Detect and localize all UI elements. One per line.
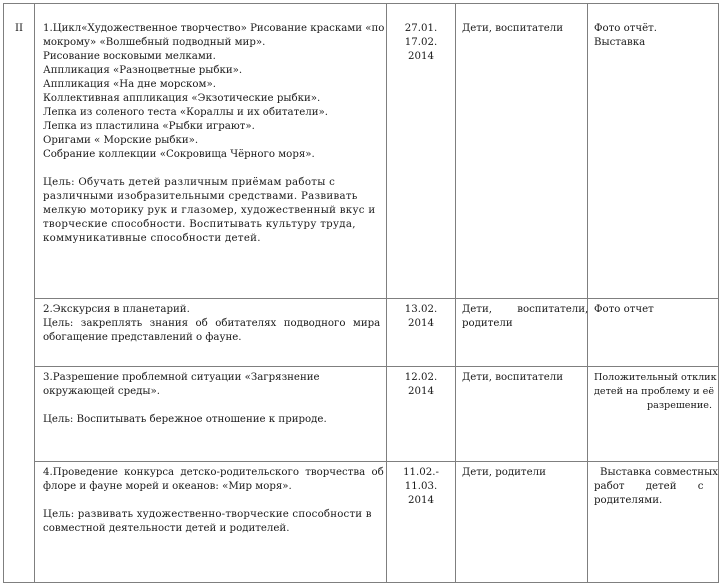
result-line: Выставка xyxy=(594,37,646,48)
result-line: Выставка совместных xyxy=(600,467,718,478)
participants-text: Дети, воспитатели xyxy=(462,372,564,383)
goal-line: Цель: развивать художественно-творческие способности в xyxy=(43,509,372,520)
description-line: Цель: закреплять знания об обитателях подводного мира xyxy=(43,318,381,329)
description-line: обогащение представлений о фауне. xyxy=(43,332,242,343)
activity-description-cell xyxy=(35,462,387,583)
result-cell xyxy=(588,299,719,367)
participants-cell xyxy=(456,299,588,367)
result-line: Фото отчет xyxy=(594,304,654,315)
participants-cell xyxy=(456,462,588,583)
description-line: Лепка из пластилина «Рыбки играют». xyxy=(43,121,255,132)
activity-description-cell xyxy=(35,299,387,367)
date-line: 2014 xyxy=(408,386,434,397)
goal-text xyxy=(43,176,380,246)
date-line: 11.03. xyxy=(404,481,438,492)
date-line: 13.02. xyxy=(404,304,438,315)
activity-description-cell xyxy=(35,367,387,462)
description-line: 4.Проведение конкурса детско-родительского творчества об xyxy=(43,467,384,478)
result-cell xyxy=(588,4,719,299)
description-line: флоре и фауне морей и океанов: «Мир моря». xyxy=(43,481,292,492)
date-cell xyxy=(387,4,456,299)
date-line: 27.01. xyxy=(404,23,438,34)
participants-line: родители xyxy=(462,318,513,329)
goal-line: различными изобразительными средствами. Развивать xyxy=(43,191,358,202)
table-row xyxy=(4,462,719,583)
result-line: детей на проблему и её xyxy=(594,386,714,397)
result-line: родителями. xyxy=(594,495,663,506)
description-line: 1.Цикл«Художественное творчество» Рисование красками «по xyxy=(43,23,385,34)
result-line: Фото отчёт. xyxy=(594,23,658,34)
section-number-cell xyxy=(4,4,35,583)
table-row xyxy=(4,4,719,299)
description-line: мокрому» «Волшебный подводный мир». xyxy=(43,37,266,48)
participants-text: Дети, родители xyxy=(462,467,546,478)
date-line: 2014 xyxy=(408,318,434,329)
result-cell xyxy=(588,462,719,583)
date-cell xyxy=(387,299,456,367)
description-line: Аппликация «На дне морском». xyxy=(43,79,216,90)
goal-line: мелкую моторику рук и глазомер, художественный вкус и xyxy=(43,205,376,216)
goal-line: Цель: Обучать детей различным приёмам работы с xyxy=(43,177,336,188)
result-line: разрешение. xyxy=(646,400,712,411)
description-line: 3.Разрешение проблемной ситуации «Загрязнение xyxy=(43,372,320,383)
description-line: Лепка из соленого теста «Кораллы и их обитатели». xyxy=(43,107,328,118)
goal-line: Цель: Воспитывать бережное отношение к природе. xyxy=(43,414,327,425)
result-line: работ детей с xyxy=(594,481,704,492)
date-line: 2014 xyxy=(408,51,434,62)
goal-line: коммуникативные способности детей. xyxy=(43,233,261,244)
description-line: 2.Экскурсия в планетарий. xyxy=(43,304,190,315)
result-line: Положительный отклик xyxy=(594,372,717,383)
participants-cell xyxy=(456,4,588,299)
description-line: Аппликация «Разноцветные рыбки». xyxy=(43,65,243,76)
description-line: Рисование восковыми мелками. xyxy=(43,51,216,62)
description-line: Оригами « Морские рыбки». xyxy=(43,135,199,146)
result-cell xyxy=(588,367,719,462)
description-line: окружающей среды». xyxy=(43,386,160,397)
goal-line: совместной деятельности детей и родителей. xyxy=(43,523,290,534)
activity-description-cell xyxy=(35,4,387,299)
table-row xyxy=(4,299,719,367)
participants-text: Дети, воспитатели xyxy=(462,23,564,34)
date-line: 2014 xyxy=(408,495,434,506)
goal-line: творческие способности. Воспитывать культуру труда, xyxy=(43,219,356,230)
section-number: II xyxy=(14,23,24,34)
description-line: Коллективная аппликация «Экзотические рыбки». xyxy=(43,93,321,104)
description-line: Собрание коллекции «Сокровища Чёрного моря». xyxy=(43,149,315,160)
date-line: 17.02. xyxy=(404,37,438,48)
date-cell xyxy=(387,367,456,462)
activity-plan-table xyxy=(3,3,719,583)
participants-line: Дети, воспитатели, xyxy=(462,304,589,315)
date-line: 11.02.- xyxy=(403,467,439,478)
date-line: 12.02. xyxy=(404,372,438,383)
participants-cell xyxy=(456,367,588,462)
table-row xyxy=(4,367,719,462)
date-cell xyxy=(387,462,456,583)
